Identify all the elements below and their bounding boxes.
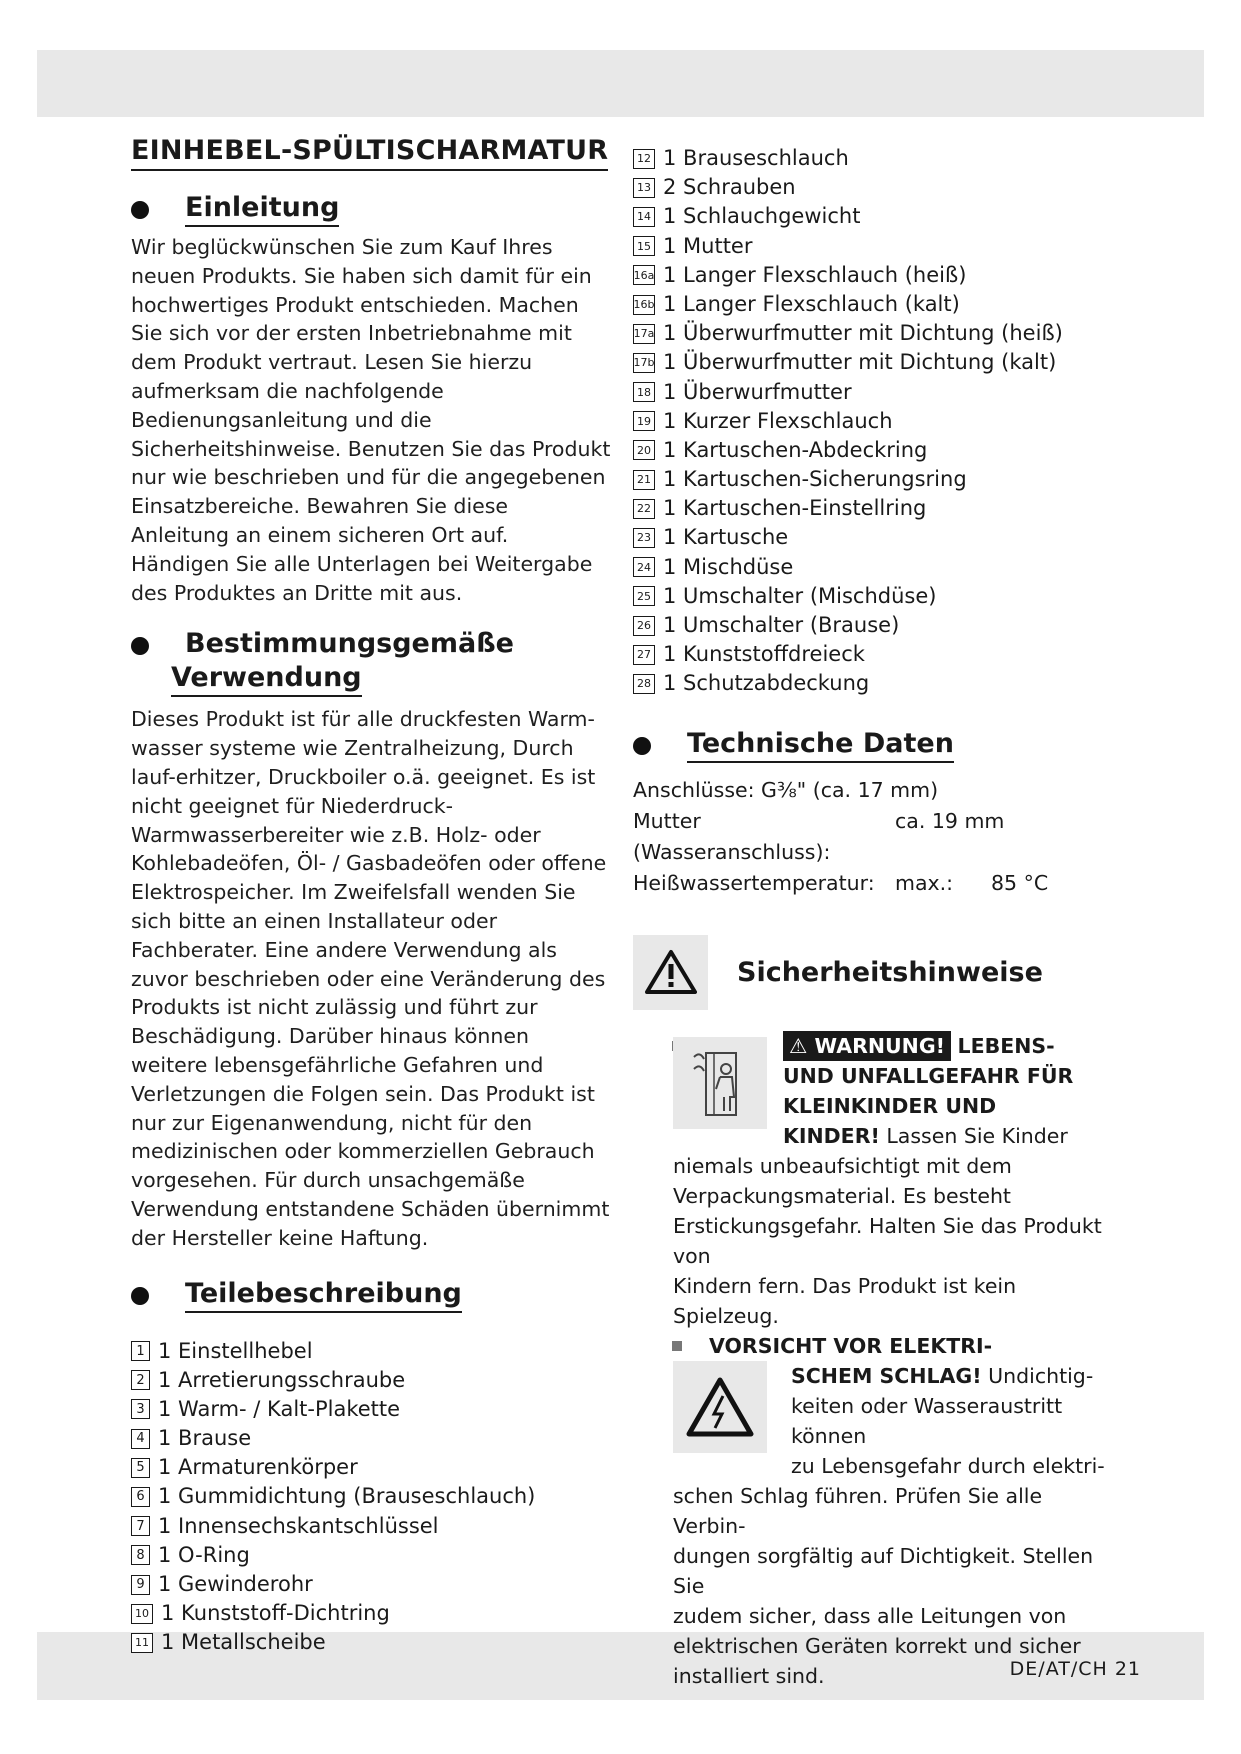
warning-title: SCHEM SCHLAG! xyxy=(791,1363,982,1388)
warning-title: KINDER! xyxy=(783,1123,880,1148)
list-item: 27 1 Kunststoffdreieck xyxy=(633,640,1113,669)
usage-text: Dieses Produkt ist für alle druckfesten Warm-wasser systeme wie Zentralheizung, Durch lauf-erhitzer, Druckboiler o.ä. geeignet. Es ist nicht geeignet für Niederdruck-Warmwasserbereiter wie z.B. Holz- oder Kohlebadeöfen, Öl- / Gasbadeöfen oder offene Elektrospeicher. Im Zweifelsfall wenden Sie sich bitte an einen Installateur oder Fachberater. Eine andere Verwendung als zuvor beschrieben oder eine Veränderung des Produkts ist nicht zulässig und führt zur Beschädigung. Darüber hinaus können weitere lebensgefährliche Gefahren und Verletzungen die Folgen sein. Das Produkt ist nur zur Eigenanwendung, nicht für den medizinischen oder kommerziellen Gebrauch vorgesehen. Für durch unsachgemäße Verwendung entstandene Schäden übernimmt der Hersteller keine Haftung. xyxy=(131,707,610,1250)
part-number-badge: 8 xyxy=(131,1545,150,1565)
bullet-icon xyxy=(131,637,149,655)
part-number-badge: 6 xyxy=(131,1487,150,1507)
warning-text: Erstickungsgefahr. Halten Sie das Produkt von xyxy=(673,1213,1102,1268)
part-number-badge: 25 xyxy=(633,586,655,606)
warning-badge: ⚠ WARNUNG! xyxy=(783,1031,951,1061)
part-number-badge: 3 xyxy=(131,1399,150,1419)
warning-text: niemals unbeaufsichtigt mit dem xyxy=(673,1153,1012,1178)
part-number-badge: 20 xyxy=(633,440,655,460)
list-item: 24 1 Mischdüse xyxy=(633,553,1113,582)
list-item: 22 1 Kartuschen-Einstellring xyxy=(633,494,1113,523)
warning-title: UND UNFALLGEFAHR FÜR xyxy=(783,1063,1074,1088)
warning-triangle-icon xyxy=(633,935,708,1010)
list-item: 15 1 Mutter xyxy=(633,232,1113,261)
parts-heading: Teilebeschreibung xyxy=(91,1277,611,1313)
parts-list-right xyxy=(633,144,1113,699)
part-number-badge: 17a xyxy=(633,324,655,344)
part-number-badge: 15 xyxy=(633,236,655,256)
part-number-badge: 17b xyxy=(633,353,655,373)
part-number-badge: 14 xyxy=(633,207,655,227)
tech-data xyxy=(633,775,1113,899)
warning-text: keiten oder Wasseraustritt können xyxy=(791,1393,1063,1448)
warning-children xyxy=(633,1031,1113,1331)
warning-text: schen Schlag führen. Prüfen Sie alle Verbin- xyxy=(673,1483,1043,1538)
list-item: 2 1 Arretierungsschraube xyxy=(131,1366,611,1395)
list-item: 21 1 Kartuschen-Sicherungsring xyxy=(633,465,1113,494)
list-item: 18 1 Überwurfmutter xyxy=(633,378,1113,407)
list-item: 28 1 Schutzabdeckung xyxy=(633,669,1113,698)
tech-row: Heißwassertemperatur: max.: 85 °C xyxy=(633,870,1049,895)
page-title: EINHEBEL-SPÜLTISCHARMATUR xyxy=(131,135,608,171)
part-number-badge: 2 xyxy=(131,1370,150,1390)
list-item: 11 1 Metallscheibe xyxy=(131,1628,611,1657)
warning-text: zu Lebensgefahr durch elektri- xyxy=(791,1453,1105,1478)
warning-text: dungen sorgfältig auf Dichtigkeit. Stellen Sie xyxy=(673,1543,1094,1598)
list-item: 23 1 Kartusche xyxy=(633,523,1113,552)
list-item: 19 1 Kurzer Flexschlauch xyxy=(633,407,1113,436)
warning-text: zudem sicher, dass alle Leitungen von xyxy=(673,1603,1067,1628)
list-item: 26 1 Umschalter (Brause) xyxy=(633,611,1113,640)
list-item: 4 1 Brause xyxy=(131,1424,611,1453)
warning-title: VORSICHT VOR ELEKTRI- xyxy=(709,1333,993,1358)
list-item: 12 1 Brauseschlauch xyxy=(633,144,1113,173)
list-item: 9 1 Gewinderohr xyxy=(131,1570,611,1599)
bullet-square xyxy=(672,1341,682,1351)
warning-text: Kindern fern. Das Produkt ist kein Spielzeug. xyxy=(673,1273,1017,1328)
child-hazard-icon xyxy=(673,1037,767,1129)
list-item: 6 1 Gummidichtung (Brauseschlauch) xyxy=(131,1482,611,1511)
list-item: 16b 1 Langer Flexschlauch (kalt) xyxy=(633,291,960,316)
part-number-badge: 11 xyxy=(131,1633,153,1653)
list-item: 1 1 Einstellhebel xyxy=(131,1337,611,1366)
list-item: 7 1 Innensechskantschlüssel xyxy=(131,1512,611,1541)
warning-title: KLEINKINDER UND xyxy=(783,1093,997,1118)
tech-row: Mutter (Wasseranschluss): ca. 19 mm xyxy=(633,808,1005,864)
intro-heading: Einleitung xyxy=(91,191,611,227)
part-number-badge: 21 xyxy=(633,470,655,490)
part-number-badge: 16b xyxy=(633,295,655,315)
part-number-badge: 26 xyxy=(633,616,655,636)
part-number-badge: 18 xyxy=(633,382,655,402)
right-column xyxy=(633,144,1113,1691)
electric-shock-icon xyxy=(673,1361,767,1453)
usage-heading: Bestimmungsgemäße Verwendung xyxy=(91,627,611,697)
list-item: 20 1 Kartuschen-Abdeckring xyxy=(633,436,1113,465)
part-number-badge: 1 xyxy=(131,1341,150,1361)
part-number-badge: 4 xyxy=(131,1429,150,1449)
list-item: 25 1 Umschalter (Mischdüse) xyxy=(633,582,1113,611)
tech-row: Anschlüsse: G⅜" (ca. 17 mm) xyxy=(633,777,939,802)
part-number-badge: 22 xyxy=(633,499,655,519)
warning-text: Undichtig- xyxy=(988,1363,1094,1388)
bullet-icon xyxy=(633,737,651,755)
list-item: 5 1 Armaturenkörper xyxy=(131,1453,611,1482)
safety-header xyxy=(633,935,1113,1015)
list-item: 14 1 Schlauchgewicht xyxy=(633,202,1113,231)
parts-list-left xyxy=(131,1337,611,1658)
list-item: 13 2 Schrauben xyxy=(633,173,1113,202)
intro-text: Wir beglückwünschen Sie zum Kauf Ihres neuen Produkts. Sie haben sich damit für ein hochwertiges Produkt entschieden. Machen Sie sich vor der ersten Inbetriebnahme mit dem Produkt vertraut. Lesen Sie hierzu aufmerksam die nachfolgende Bedienungsanleitung und die Sicherheitshinweise. Benutzen Sie das Produkt nur wie beschrieben und für die angegebenen Einsatzbereiche. Bewahren Sie diese Anleitung an einem sicheren Ort auf. Händigen Sie alle Unterlagen bei Weitergabe des Produktes an Dritte mit aus. xyxy=(131,235,611,605)
part-number-badge: 7 xyxy=(131,1516,150,1536)
bullet-icon xyxy=(131,1287,149,1305)
page-number: DE/AT/CH 21 xyxy=(1009,1658,1141,1680)
warning-text: installiert sind. xyxy=(673,1663,825,1688)
part-number-badge: 10 xyxy=(131,1604,153,1624)
warning-text: elektrischen Geräten korrekt und sicher xyxy=(673,1633,1081,1658)
part-number-badge: 28 xyxy=(633,674,655,694)
warning-title: LEBENS- xyxy=(957,1033,1055,1058)
part-number-badge: 23 xyxy=(633,528,655,548)
part-number-badge: 16a xyxy=(633,265,655,285)
list-item: 17a 1 Überwurfmutter mit Dichtung (heiß) xyxy=(633,321,1063,346)
warning-text: Lassen Sie Kinder xyxy=(886,1123,1068,1148)
part-number-badge: 13 xyxy=(633,178,655,198)
safety-heading: Sicherheitshinweise xyxy=(737,956,1043,988)
part-number-badge: 9 xyxy=(131,1575,150,1595)
list-item: 10 1 Kunststoff-Dichtring xyxy=(131,1599,611,1628)
list-item: 8 1 O-Ring xyxy=(131,1541,611,1570)
part-number-badge: 5 xyxy=(131,1458,150,1478)
tech-heading: Technische Daten xyxy=(627,727,1113,763)
left-column xyxy=(131,135,611,1658)
list-item: 16a 1 Langer Flexschlauch (heiß) xyxy=(633,262,967,287)
part-number-badge: 27 xyxy=(633,645,655,665)
part-number-badge: 19 xyxy=(633,411,655,431)
part-number-badge: 24 xyxy=(633,557,655,577)
warning-text: Verpackungsmaterial. Es besteht xyxy=(673,1183,1011,1208)
list-item: 3 1 Warm- / Kalt-Plakette xyxy=(131,1395,611,1424)
bullet-icon xyxy=(131,201,149,219)
header-band xyxy=(37,50,1204,117)
part-number-badge: 12 xyxy=(633,149,655,169)
warning-electric xyxy=(633,1331,1113,1691)
list-item: 17b 1 Überwurfmutter mit Dichtung (kalt) xyxy=(633,350,1057,375)
